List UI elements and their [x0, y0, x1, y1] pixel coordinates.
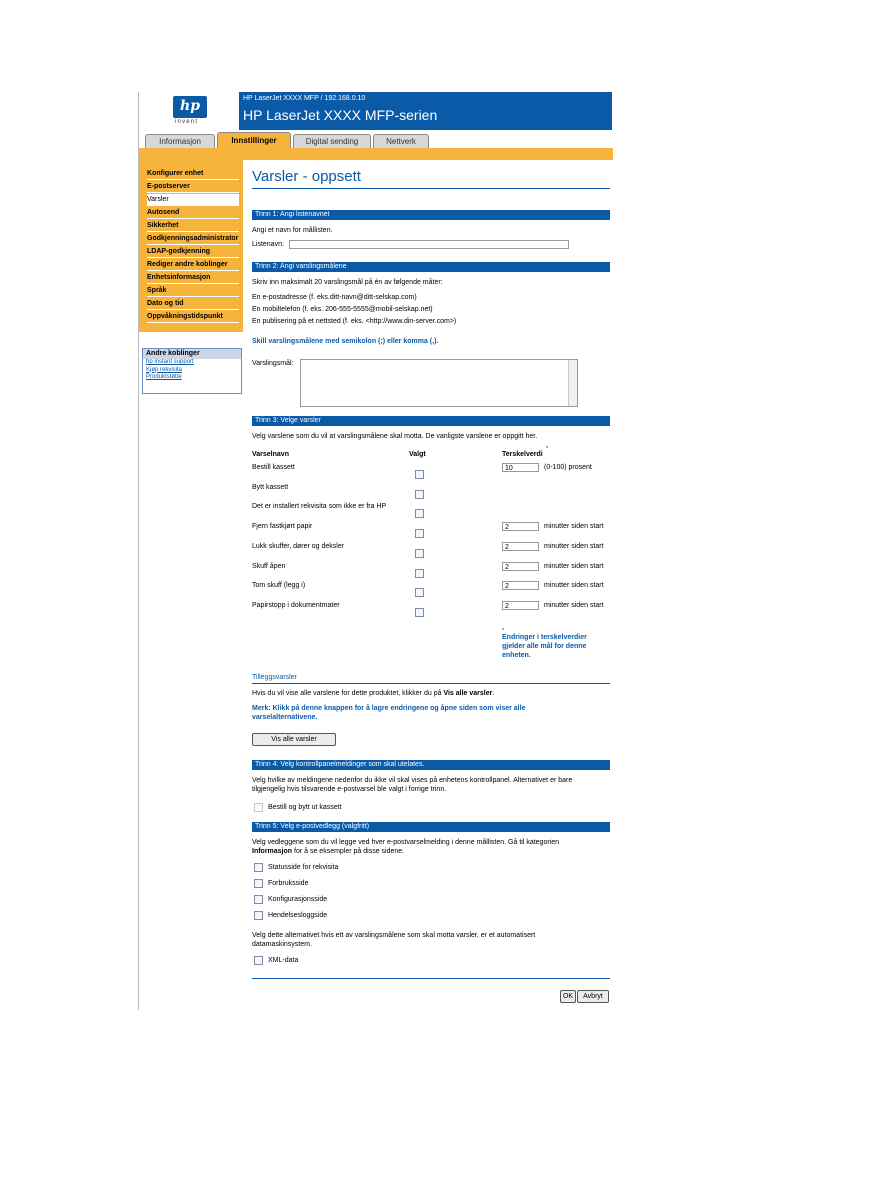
attachment-checkbox-status[interactable]	[254, 863, 263, 872]
additional-note-2: varselalternativene.	[252, 714, 318, 721]
threshold-unit: minutter siden start	[544, 523, 604, 530]
step3-intro: Velg varslene som du vil at varslingsmålene skal motta. De vanligste varslene er oppgitt her.	[252, 433, 538, 440]
step2-header: Trinn 2: Angi varslingsmålene	[252, 262, 610, 272]
sidebar-item-sikkerhet[interactable]: Sikkerhet	[147, 220, 239, 232]
exclude-checkbox[interactable]	[254, 803, 263, 812]
web-frame	[138, 92, 613, 1010]
hp-logo: hp invent	[139, 92, 239, 130]
cancel-button[interactable]: Avbryt	[577, 990, 609, 1003]
alert-checkbox[interactable]	[415, 608, 424, 617]
attachment-checkbox-usage[interactable]	[254, 879, 263, 888]
threshold-input[interactable]: 2	[502, 522, 539, 531]
additional-alerts-title: Tilleggsvarsler	[252, 674, 297, 681]
header-bar	[239, 92, 612, 130]
link-hp-instant-support[interactable]: hp instant support	[146, 359, 194, 365]
other-links-title: Andre koblinger	[143, 349, 241, 359]
step2-email-example: En e-postadresse (f. eks.ditt-navn@ditt-selskap.com)	[252, 294, 417, 301]
step2-separator-note: Skill varslingsmålene med semikolon (;) eller komma (,).	[252, 338, 439, 345]
xml-text-1: Velg dette alternativet hvis ett av varslingsmålene som skal motta varsler, er et automatisert	[252, 932, 536, 939]
sidebar-item-rediger-koblinger[interactable]: Rediger andre koblinger	[147, 259, 239, 271]
sidebar	[139, 160, 243, 332]
xml-text-2: datamaskinsystem.	[252, 941, 312, 948]
destinations-textarea[interactable]	[300, 359, 578, 407]
alert-checkbox[interactable]	[415, 588, 424, 597]
step2-web-example: En publisering på et nettsted (f. eks. <http://www.din-server.com>)	[252, 318, 457, 325]
alert-name: Lukk skuffer, dører og deksler	[252, 543, 345, 550]
device-title: HP LaserJet XXXX MFP-serien	[243, 107, 438, 123]
alert-name: Bytt kassett	[252, 484, 289, 491]
attachment-label-config: Konfigurasjonsside	[268, 896, 328, 903]
threshold-unit: minutter siden start	[544, 602, 604, 609]
step4-header: Trinn 4: Velg kontrollpanelmeldinger som skal utelates.	[252, 760, 610, 770]
other-links-box	[142, 348, 242, 394]
tab-nettverk[interactable]: Nettverk	[373, 134, 429, 148]
link-kjop-rekvisita[interactable]: Kjøp rekvisita	[146, 366, 183, 373]
threshold-unit: (0-100) prosent	[544, 464, 592, 471]
sidebar-item-enhetsinformasjon[interactable]: Enhetsinformasjon	[147, 272, 239, 284]
tab-informasjon[interactable]: Informasjon	[145, 134, 215, 148]
additional-note-1: Merk: Klikk på denne knappen for å lagre endringene og åpne siden som viser alle	[252, 705, 526, 712]
alert-checkbox[interactable]	[415, 470, 424, 479]
footnote-mark: *	[502, 628, 504, 634]
show-all-alerts-button[interactable]: Vis alle varsler	[252, 733, 336, 746]
sidebar-item-ldap[interactable]: LDAP-godkjenning	[147, 246, 239, 258]
sidebar-item-godkjenningsadministrator[interactable]: Godkjenningsadministrator	[147, 233, 239, 245]
destinations-label: Varslingsmål:	[252, 360, 294, 367]
step4-text-1: Velg hvilke av meldingene nedenfor du ikke vil skal vises på enhetens kontrollpanel. Alternativet er bare	[252, 777, 573, 784]
step5-text-1: Velg vedleggene som du vil legge ved hver e-postvarselmelding i denne mållisten. Gå til kategorien	[252, 839, 560, 846]
alert-name: Bestill kassett	[252, 464, 295, 471]
attachment-checkbox-eventlog[interactable]	[254, 911, 263, 920]
list-name-label: Listenavn:	[252, 241, 284, 248]
attachment-label-status: Statusside for rekvisita	[268, 864, 339, 871]
threshold-unit: minutter siden start	[544, 563, 604, 570]
alert-checkbox[interactable]	[415, 569, 424, 578]
alert-name: Det er installert rekvisita som ikke er fra HP	[252, 503, 387, 510]
page-title: Varsler - oppsett	[252, 168, 361, 185]
alert-checkbox[interactable]	[415, 490, 424, 499]
alert-name: Skuff åpen	[252, 563, 286, 570]
alert-name: Tom skuff (legg i)	[252, 582, 306, 589]
tab-innstillinger[interactable]: Innstillinger	[217, 132, 291, 148]
sidebar-item-e-postserver[interactable]: E-postserver	[147, 181, 239, 193]
col-header-name: Varselnavn	[252, 451, 289, 458]
title-divider	[252, 188, 610, 189]
attachment-checkbox-config[interactable]	[254, 895, 263, 904]
attachment-label-eventlog: Hendelsesloggside	[268, 912, 328, 919]
threshold-footnote-2: gjelder alle mål for denne	[502, 643, 587, 650]
alert-name: Fjern fastkjørt papir	[252, 523, 313, 530]
additional-divider	[252, 683, 610, 684]
step3-header: Trinn 3: Velge varsler	[252, 416, 610, 426]
threshold-input[interactable]: 2	[502, 562, 539, 571]
alert-checkbox[interactable]	[415, 549, 424, 558]
threshold-unit: minutter siden start	[544, 582, 604, 589]
ok-button[interactable]: OK	[560, 990, 576, 1003]
sidebar-item-sprak[interactable]: Språk	[147, 285, 239, 297]
attachment-label-usage: Forbruksside	[268, 880, 309, 887]
tab-strip	[139, 130, 613, 148]
step5-header: Trinn 5: Velg e-postvedlegg (valgfritt)	[252, 822, 610, 832]
sidebar-item-konfigurer-enhet[interactable]: Konfigurer enhet	[147, 168, 239, 180]
bottom-divider	[252, 978, 610, 979]
threshold-unit: minutter siden start	[544, 543, 604, 550]
threshold-footnote-3: enheten.	[502, 652, 531, 659]
col-header-threshold: Terskelverdi	[502, 451, 543, 458]
link-produktstotte[interactable]: Produktstøtte	[146, 374, 182, 380]
tab-digital-sending[interactable]: Digital sending	[293, 134, 371, 148]
threshold-footnote-1: Endringer i terskelverdier	[502, 634, 587, 641]
alert-name: Papirstopp i dokumentmater	[252, 602, 340, 609]
textarea-scrollbar[interactable]	[568, 360, 577, 406]
sidebar-item-oppvakning[interactable]: Oppvåkningstidspunkt	[147, 311, 239, 323]
device-address: HP LaserJet XXXX MFP / 192.168.0.10	[243, 95, 366, 102]
step1-header: Trinn 1: Angi listenavnet	[252, 210, 610, 220]
step2-mobile-example: En mobiltelefon (f. eks. 206-555-5555@mobil-selskap.net)	[252, 306, 433, 313]
threshold-input[interactable]: 2	[502, 601, 539, 610]
col-header-selected: Valgt	[409, 451, 426, 458]
tab-underline-bar	[139, 148, 613, 160]
step5-text-2: Informasjon for å se eksempler på disse sidene.	[252, 848, 405, 855]
list-name-input[interactable]	[289, 240, 569, 249]
xml-data-checkbox[interactable]	[254, 956, 263, 965]
additional-text: Hvis du vil vise alle varslene for dette produktet, klikker du på Vis alle varsler.	[252, 690, 495, 697]
sidebar-item-autosend[interactable]: Autosend	[147, 207, 239, 219]
step1-instruction: Angi et navn for mållisten.	[252, 227, 333, 234]
step4-text-2: tilgjengelig hvis tilsvarende e-postvarsel ble valgt i forrige trinn.	[252, 786, 447, 793]
threshold-input[interactable]: 10	[502, 463, 539, 472]
xml-data-label: XML-data	[268, 957, 299, 964]
sidebar-item-dato-tid[interactable]: Dato og tid	[147, 298, 239, 310]
threshold-input[interactable]: 2	[502, 581, 539, 590]
threshold-footnote-mark: *	[546, 446, 548, 452]
alert-checkbox[interactable]	[415, 529, 424, 538]
sidebar-item-varsler[interactable]: Varsler	[147, 194, 239, 206]
step2-intro: Skriv inn maksimalt 20 varslingsmål på én av følgende måter:	[252, 279, 443, 286]
threshold-input[interactable]: 2	[502, 542, 539, 551]
exclude-option-label: Bestill og bytt ut kassett	[268, 804, 342, 811]
alert-checkbox[interactable]	[415, 509, 424, 518]
